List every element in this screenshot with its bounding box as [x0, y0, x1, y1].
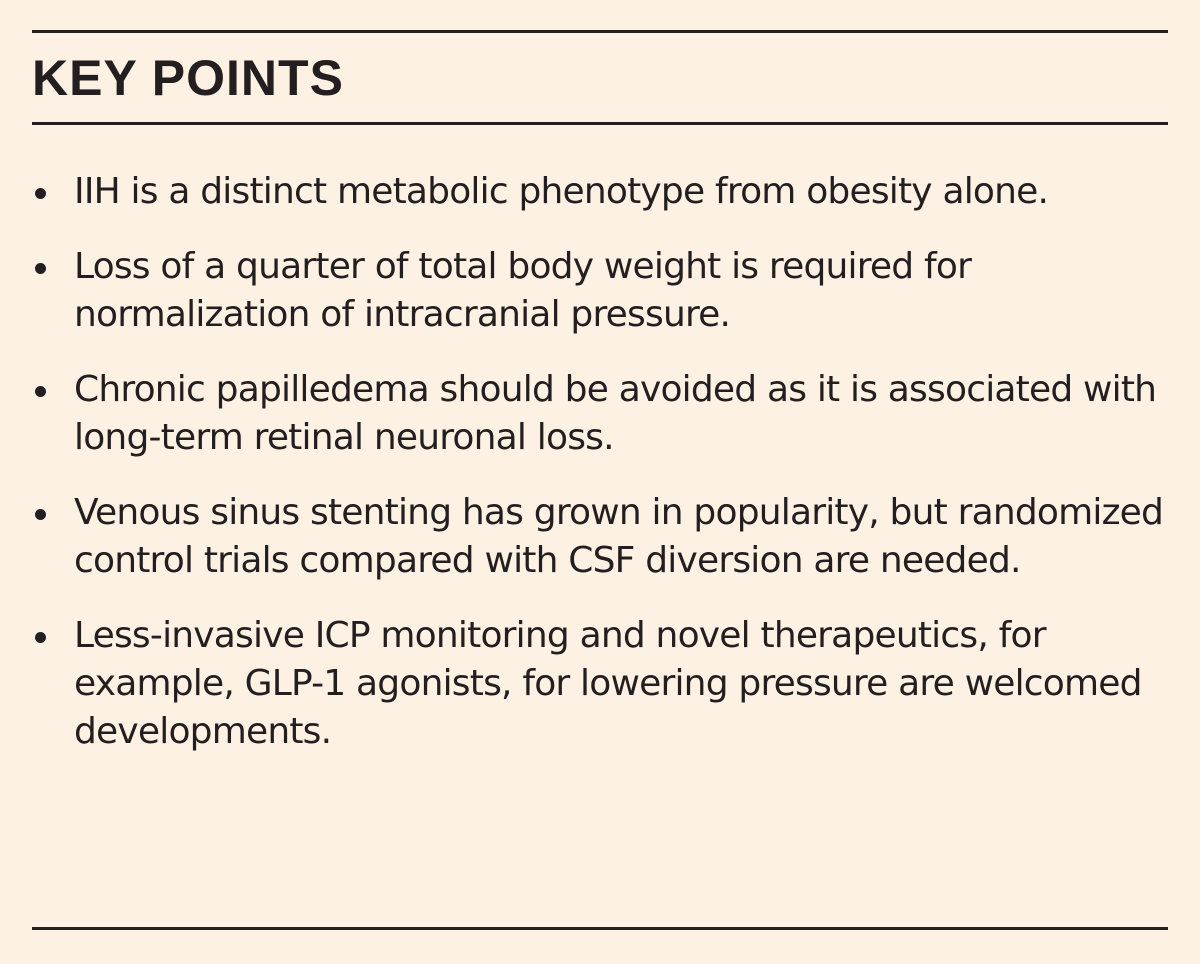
list-item — [32, 243, 1168, 339]
bullet-icon — [35, 509, 46, 520]
top-rule — [32, 30, 1168, 33]
bullet-icon — [35, 386, 46, 397]
bullet-icon — [35, 632, 46, 643]
bottom-rule — [32, 927, 1168, 930]
box-heading: KEY POINTS — [32, 50, 344, 106]
list-item-text: Less-invasive ICP monitoring and novel therapeutics, for example, GLP-1 agonists, for lowering pressure are welcomed developments. — [74, 615, 1142, 752]
list-item — [32, 366, 1168, 462]
bullet-icon — [35, 263, 46, 274]
bullet-icon — [35, 188, 46, 199]
list-item — [32, 489, 1168, 585]
list-item-text: IIH is a distinct metabolic phenotype from obesity alone. — [74, 171, 1049, 212]
list-item-text: Venous sinus stenting has grown in popularity, but randomized control trials compared with CSF diversion are needed. — [74, 492, 1164, 581]
list-item — [32, 168, 1168, 216]
key-points-list — [32, 168, 1168, 783]
heading-rule — [32, 122, 1168, 125]
list-item-text: Chronic papilledema should be avoided as it is associated with long-term retinal neuronal loss. — [74, 369, 1157, 458]
list-item — [32, 612, 1168, 756]
list-item-text: Loss of a quarter of total body weight is required for normalization of intracranial pressure. — [74, 246, 972, 335]
